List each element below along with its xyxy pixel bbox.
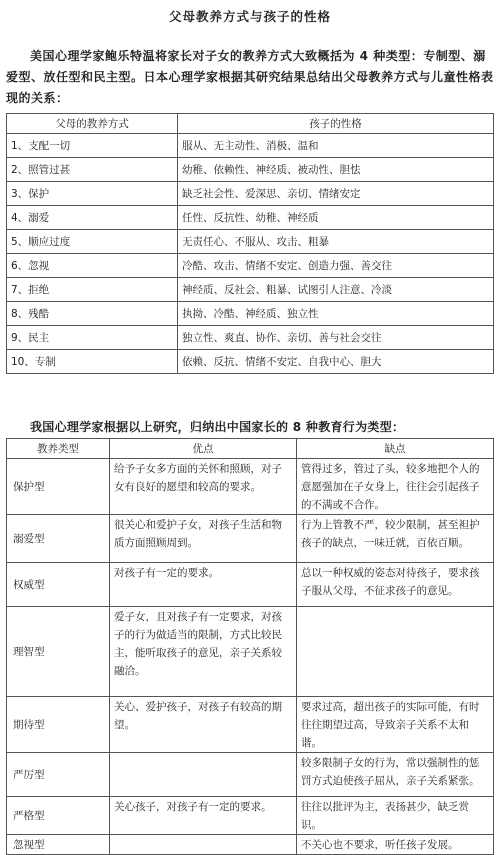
cell-disadvantage: 总以一种权威的姿态对待孩子，要求孩子服从父母，不征求孩子的意见。 [297,563,494,607]
table-row [7,697,494,753]
table-row [7,563,494,607]
table-row [7,326,494,350]
cell-style: 8、残酷 [7,302,178,326]
table-row [7,182,494,206]
cell-type: 期待型 [7,697,110,753]
cell-type: 保护型 [7,459,110,515]
cell-style: 7、拒绝 [7,278,178,302]
cell-disadvantage: 较多限制子女的行为，常以强制性的惩罚方式迫使孩子屈从，亲子关系紧张。 [297,753,494,797]
chinese-parenting-table [6,438,494,855]
table-row [7,350,494,374]
cell-type: 严厉型 [7,753,110,797]
cell-trait: 任性、反抗性、幼稚、神经质 [178,206,494,230]
cell-disadvantage: 要求过高，超出孩子的实际可能，有时往往期望过高，导致亲子关系不太和谐。 [297,697,494,753]
cell-disadvantage: 往往以批评为主，表扬甚少，缺乏赏识。 [297,797,494,835]
cell-disadvantage: 行为上管教不严，较少限制，甚至袒护孩子的缺点，一味迁就，百依百顺。 [297,515,494,563]
cell-style: 2、照管过甚 [7,158,178,182]
cell-trait: 神经质、反社会、粗暴、试图引人注意、冷淡 [178,278,494,302]
cell-style: 3、保护 [7,182,178,206]
table-row [7,230,494,254]
cell-advantage: 关心、爱护孩子，对孩子有较高的期望。 [110,697,297,753]
column-header: 教养类型 [7,439,110,459]
table-row [7,459,494,515]
cell-trait: 服从、无主动性、消极、温和 [178,134,494,158]
table-row [7,753,494,797]
table-header-row [7,114,494,134]
cell-disadvantage: 管得过多，管过了头，较多地把个人的意愿强加在子女身上，往往会引起孩子的不满或不合作。 [297,459,494,515]
table-row [7,607,494,697]
table-row [7,797,494,835]
table-header-row [7,439,494,459]
cell-advantage [110,835,297,855]
cell-advantage [110,753,297,797]
cell-type: 溺爱型 [7,515,110,563]
cell-style: 4、溺爱 [7,206,178,230]
cell-disadvantage [297,607,494,697]
cell-type: 权威型 [7,563,110,607]
section-intro: 我国心理学家根据以上研究，归纳出中国家长的 8 种教育行为类型： [30,420,405,434]
intro-paragraph: 美国心理学家鲍乐特温将家长对子女的教养方式大致概括为 4 种类型：专制型、溺爱型、放任型和民主型。日本心理学家根据其研究结果总结出父母教养方式与儿童性格表现的关系： [6,49,494,105]
cell-advantage: 给予子女多方面的关怀和照顾，对子女有良好的愿望和较高的要求。 [110,459,297,515]
column-header: 父母的教养方式 [7,114,178,134]
cell-style: 6、忽视 [7,254,178,278]
table-row [7,206,494,230]
spacer [6,374,494,418]
cell-advantage: 很关心和爱护子女，对孩子生活和物质方面照顾周到。 [110,515,297,563]
table-row [7,515,494,563]
table-row [7,134,494,158]
cell-trait: 冷酷、攻击、情绪不安定、创造力强、善交往 [178,254,494,278]
cell-style: 5、顺应过度 [7,230,178,254]
column-header: 优点 [110,439,297,459]
column-header: 孩子的性格 [178,114,494,134]
cell-style: 1、支配一切 [7,134,178,158]
cell-trait: 无责任心、不服从、攻击、粗暴 [178,230,494,254]
table-row [7,278,494,302]
cell-style: 10、专制 [7,350,178,374]
cell-trait: 执拗、冷酷、神经质、独立性 [178,302,494,326]
cell-style: 9、民主 [7,326,178,350]
column-header: 缺点 [297,439,494,459]
cell-disadvantage: 不关心也不要求，听任孩子发展。 [297,835,494,855]
cell-trait: 幼稚、依赖性、神经质、被动性、胆怯 [178,158,494,182]
cell-trait: 缺乏社会性、爱深思、亲切、情绪安定 [178,182,494,206]
table-row [7,835,494,855]
cell-advantage: 对孩子有一定的要求。 [110,563,297,607]
table-row [7,158,494,182]
cell-type: 严格型 [7,797,110,835]
parenting-style-table [6,113,494,374]
table-row [7,302,494,326]
table-row [7,254,494,278]
document-title: 父母教养方式与孩子的性格 [168,9,331,24]
cell-type: 理智型 [7,607,110,697]
cell-type: 忽视型 [7,835,110,855]
cell-advantage: 关心孩子，对孩子有一定的要求。 [110,797,297,835]
cell-trait: 依赖、反抗、情绪不安定、自我中心、胆大 [178,350,494,374]
cell-advantage: 爱子女，且对孩子有一定要求，对孩子的行为做适当的限制，方式比较民主，能听取孩子的意见，亲子关系较融洽。 [110,607,297,697]
cell-trait: 独立性、爽直、协作、亲切、善与社会交往 [178,326,494,350]
